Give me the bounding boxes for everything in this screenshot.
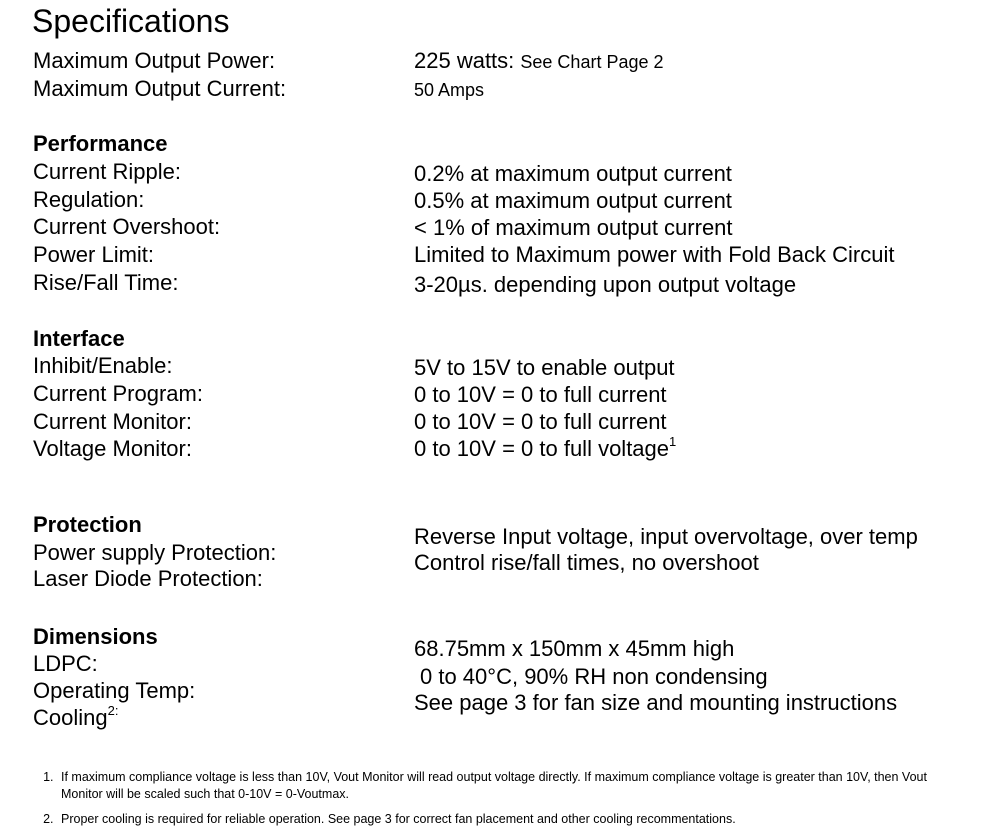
current-program-label: Current Program: [33,381,203,406]
footnote-1-marker: 1 [669,433,677,449]
cooling-label [33,702,119,731]
current-monitor-value: 0 to 10V = 0 to full current [414,409,667,434]
laser-diode-protection-label: Laser Diode Protection: [33,566,263,591]
inhibit-enable-label: Inhibit/Enable: [33,353,173,378]
footnotes [33,769,953,836]
current-overshoot-value: < 1% of maximum output current [414,215,733,240]
current-monitor-label: Current Monitor: [33,409,192,434]
footnote-1: 1. If maximum compliance voltage is less than 10V, Vout Monitor will read output voltage directly. If maximum compliance voltage is greater than 10V, then Vout Monitor will be scaled such that 0-10V = 0-Voutmax. [57,769,953,803]
interface-heading: Interface [33,326,125,351]
rise-fall-time-label: Rise/Fall Time: [33,270,179,295]
regulation-label: Regulation: [33,187,145,212]
max-output-power-label: Maximum Output Power: [33,48,276,73]
voltage-monitor-value [414,433,677,462]
max-output-current-label: Maximum Output Current: [33,76,287,101]
power-limit-value: Limited to Maximum power with Fold Back Circuit [414,242,895,267]
current-ripple-value: 0.2% at maximum output current [414,161,732,186]
rise-fall-time-value: 3-20µs. depending upon output voltage [414,272,797,297]
operating-temp-label: Operating Temp: [33,678,196,703]
protection-heading: Protection [33,512,142,537]
ldpc-value: 68.75mm x 150mm x 45mm high [414,636,735,661]
power-supply-protection-label: Power supply Protection: [33,540,277,565]
max-output-power-value [414,48,664,74]
power-value: 225 watts: [414,48,515,73]
max-output-current-value: 50 Amps [414,80,485,100]
regulation-value: 0.5% at maximum output current [414,188,732,213]
operating-temp-value: 0 to 40°C, 90% RH non condensing [420,664,768,689]
power-note: See Chart Page 2 [520,52,664,72]
power-limit-label: Power Limit: [33,242,155,267]
inhibit-enable-value: 5V to 15V to enable output [414,355,675,380]
footnote-2: 2. Proper cooling is required for reliable operation. See page 3 for correct fan placement and other cooling recommentations. [57,811,953,828]
footnote-2-marker: 2: [107,702,119,718]
laser-diode-protection-value: Control rise/fall times, no overshoot [414,550,759,575]
cooling-text: Cooling [33,705,108,730]
performance-heading: Performance [33,131,168,156]
dimensions-heading: Dimensions [33,624,158,649]
voltage-monitor-text: 0 to 10V = 0 to full voltage [414,436,670,461]
current-ripple-label: Current Ripple: [33,159,181,184]
page-title: Specifications [32,3,230,39]
power-supply-protection-value: Reverse Input voltage, input overvoltage, over temp [414,524,918,549]
ldpc-label: LDPC: [33,651,98,676]
cooling-value: See page 3 for fan size and mounting instructions [414,690,898,715]
current-overshoot-label: Current Overshoot: [33,214,221,239]
voltage-monitor-label: Voltage Monitor: [33,436,192,461]
current-program-value: 0 to 10V = 0 to full current [414,382,667,407]
